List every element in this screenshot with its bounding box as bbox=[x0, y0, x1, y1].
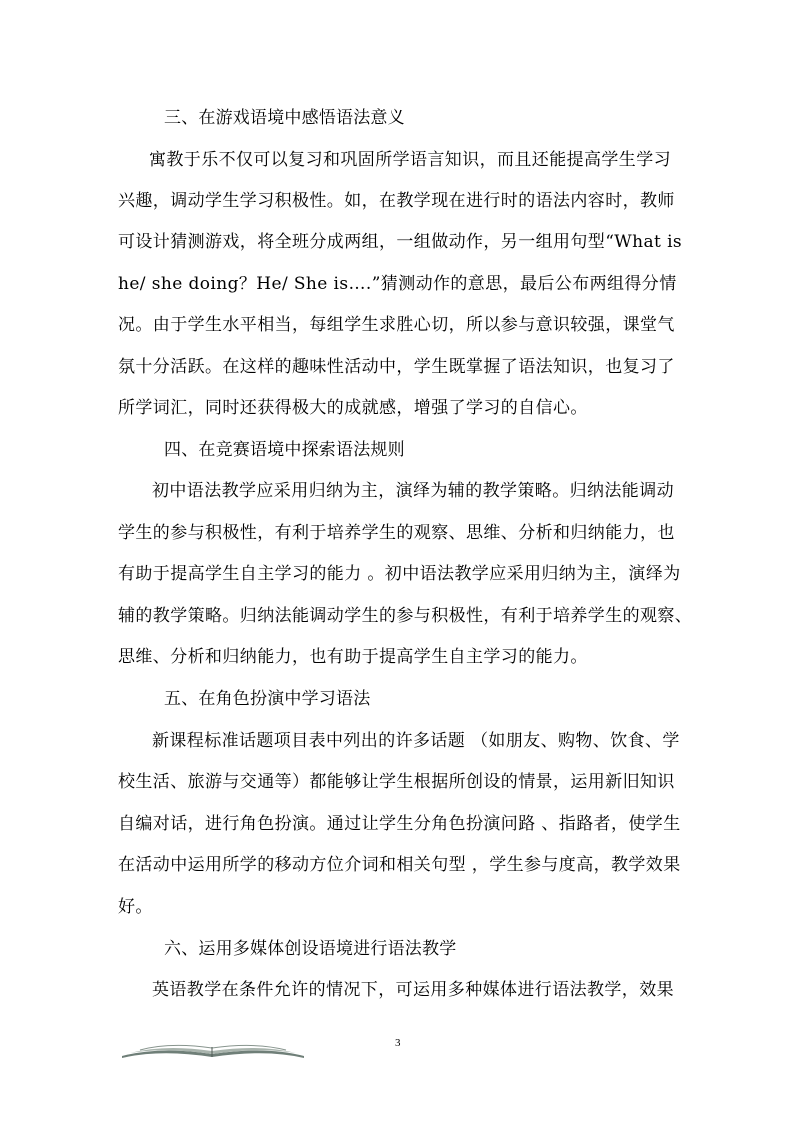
page-number: 3 bbox=[395, 1037, 401, 1049]
paragraph-line: 辅的教学策略。归纳法能调动学生的参与积极性，有利于培养学生的观察、 bbox=[118, 606, 693, 626]
section-heading: 四、在竞赛语境中探索语法规则 bbox=[164, 440, 405, 460]
paragraph-line: 氛十分活跃。在这样的趣味性活动中，学生既掌握了语法知识，也复习了 bbox=[118, 357, 675, 377]
paragraph-line: 有助于提高学生自主学习的能力 。初中语法教学应采用归纳为主，演绎为 bbox=[118, 564, 681, 584]
paragraph-line: 况。由于学生水平相当，每组学生求胜心切，所以参与意识较强，课堂气 bbox=[118, 315, 675, 335]
section-heading: 三、在游戏语境中感悟语法意义 bbox=[164, 108, 405, 128]
paragraph-line: 兴趣，调动学生学习积极性。如，在教学现在进行时的语法内容时，教师 bbox=[118, 191, 675, 211]
paragraph-line: 自编对话，进行角色扮演。通过让学生分角色扮演问路 、指路者，使学生 bbox=[118, 814, 681, 834]
paragraph-line: 校生活、旅游与交通等）都能够让学生根据所创设的情景，运用新旧知识 bbox=[118, 772, 675, 792]
paragraph-line: he/ she doing？He/ She is….”猜测动作的意思，最后公布两组得分情 bbox=[118, 274, 677, 294]
paragraph-line: 新课程标准话题项目表中列出的许多话题 （如朋友、购物、饮食、学 bbox=[152, 731, 680, 751]
open-book-icon bbox=[120, 1038, 306, 1060]
paragraph-line: 思维、分析和归纳能力，也有助于提高学生自主学习的能力。 bbox=[118, 647, 588, 667]
paragraph-line: 好。 bbox=[118, 897, 153, 917]
paragraph-line: 初中语法教学应采用归纳为主，演绎为辅的教学策略。归纳法能调动 bbox=[152, 481, 674, 501]
section-heading: 五、在角色扮演中学习语法 bbox=[164, 689, 371, 709]
paragraph-line: 英语教学在条件允许的情况下，可运用多种媒体进行语法教学，效果 bbox=[152, 980, 674, 1000]
paragraph-line: 学生的参与积极性，有利于培养学生的观察、思维、分析和归纳能力，也 bbox=[118, 523, 675, 543]
paragraph-line: 所学词汇，同时还获得极大的成就感，增强了学习的自信心。 bbox=[118, 398, 588, 418]
paragraph-line: 在活动中运用所学的移动方位介词和相关句型 ，学生参与度高，教学效果 bbox=[118, 855, 681, 875]
paragraph-line: 寓教于乐不仅可以复习和巩固所学语言知识，而且还能提高学生学习 bbox=[149, 150, 671, 170]
section-heading: 六、运用多媒体创设语境进行语法教学 bbox=[164, 939, 457, 959]
paragraph-line: 可设计猜测游戏，将全班分成两组，一组做动作，另一组用句型“What is bbox=[118, 232, 683, 252]
